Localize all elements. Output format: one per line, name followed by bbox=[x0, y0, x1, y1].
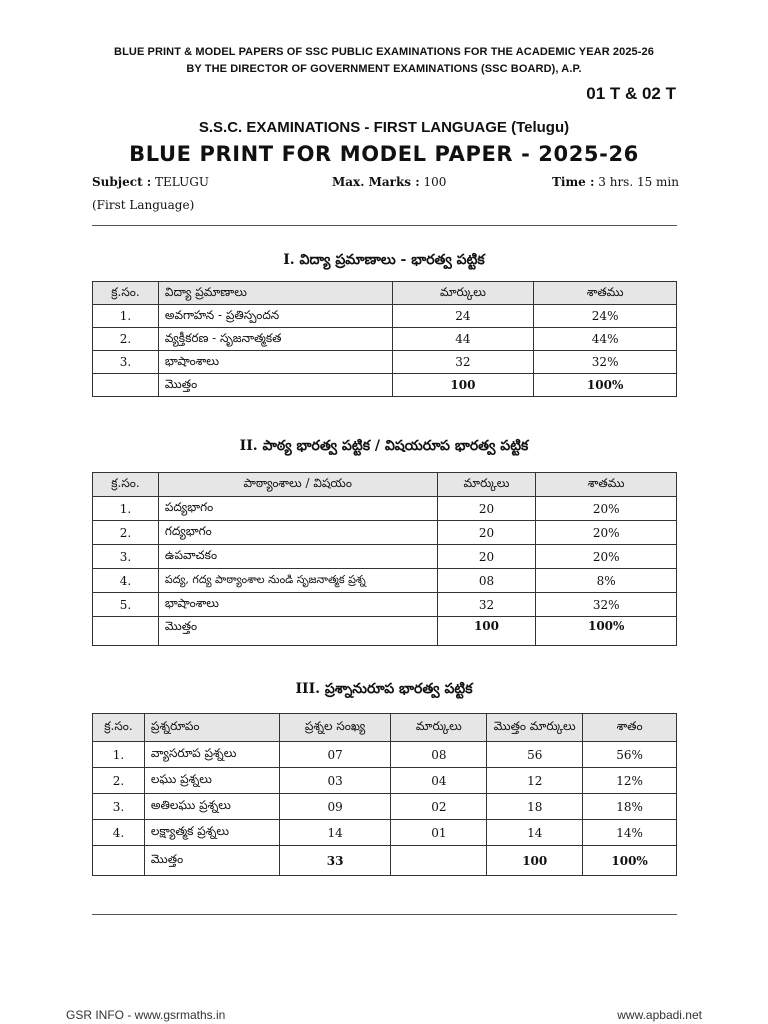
table-cell: గద్యభాగం bbox=[158, 521, 437, 545]
table-row bbox=[93, 497, 677, 521]
table-cell: 14 bbox=[279, 820, 391, 846]
total-percent: 100% bbox=[583, 846, 677, 876]
table-cell: ఉపవాచకం bbox=[158, 545, 437, 569]
max-marks-label: Max. Marks : bbox=[332, 175, 420, 189]
header-line-2: BY THE DIRECTOR OF GOVERNMENT EXAMINATIONS (SSC BOARD), A.P. bbox=[186, 63, 582, 75]
table-cell: 2. bbox=[93, 521, 159, 545]
max-marks-value: 100 bbox=[423, 175, 447, 189]
total-marks: 100 bbox=[437, 617, 536, 646]
time-label: Time : bbox=[552, 175, 595, 189]
table-cell: 4. bbox=[93, 820, 145, 846]
table-cell: లక్ష్యాత్మక ప్రశ్నలు bbox=[144, 820, 279, 846]
table-cell: 3. bbox=[93, 545, 159, 569]
table-cell: 08 bbox=[391, 742, 487, 768]
table-cell: 03 bbox=[279, 768, 391, 794]
table-cell: 3. bbox=[93, 351, 159, 374]
table-cell: 20 bbox=[437, 545, 536, 569]
max-marks-field bbox=[332, 175, 446, 189]
table-cell: 08 bbox=[437, 569, 536, 593]
column-header: శాతము bbox=[536, 473, 677, 497]
table-cell: 56 bbox=[487, 742, 583, 768]
table-cell: 01 bbox=[391, 820, 487, 846]
paper-code: 01 T & 02 T bbox=[586, 84, 676, 103]
table-total-row bbox=[93, 846, 677, 876]
table-cell: 02 bbox=[391, 794, 487, 820]
table-cell: 44 bbox=[392, 328, 534, 351]
column-header: మొత్తం మార్కులు bbox=[487, 714, 583, 742]
column-header: పాఠ్యాంశాలు / విషయం bbox=[158, 473, 437, 497]
table-cell: 3. bbox=[93, 794, 145, 820]
time-value: 3 hrs. 15 min bbox=[598, 175, 679, 189]
table-cell: వ్యాసరూప ప్రశ్నలు bbox=[144, 742, 279, 768]
table-header-row bbox=[93, 714, 677, 742]
table-cell: 1. bbox=[93, 497, 159, 521]
total-label: మొత్తం bbox=[158, 617, 437, 646]
column-header: ప్రశ్నల సంఖ్య bbox=[279, 714, 391, 742]
table-cell: 2. bbox=[93, 768, 145, 794]
total-label: మొత్తం bbox=[158, 374, 392, 397]
table-cell bbox=[93, 374, 159, 397]
time-field bbox=[552, 175, 679, 189]
table-cell: 04 bbox=[391, 768, 487, 794]
section-3-table bbox=[92, 713, 677, 876]
total-marks: 100 bbox=[487, 846, 583, 876]
section-1-table bbox=[92, 281, 677, 397]
top-divider bbox=[92, 225, 677, 226]
total-label: మొత్తం bbox=[144, 846, 279, 876]
table-row bbox=[93, 521, 677, 545]
table-cell: 44% bbox=[534, 328, 677, 351]
column-header: ప్రశ్నరూపం bbox=[144, 714, 279, 742]
table-cell: 07 bbox=[279, 742, 391, 768]
table-row bbox=[93, 820, 677, 846]
table-cell: 12% bbox=[583, 768, 677, 794]
section-1-title: I. విద్యా ప్రమాణాలు - భారత్వ పట్టిక bbox=[283, 252, 485, 268]
column-header: క్ర.సం. bbox=[93, 714, 145, 742]
section-2-table bbox=[92, 472, 677, 646]
table-row bbox=[93, 742, 677, 768]
table-cell: భాషాంశాలు bbox=[158, 593, 437, 617]
table-cell bbox=[391, 846, 487, 876]
table-row bbox=[93, 593, 677, 617]
table-cell: పద్య, గద్య పాఠ్యాంశాల నుండి సృజనాత్మక ప్రశ్న bbox=[158, 569, 437, 593]
page-title: BLUE PRINT FOR MODEL PAPER - 2025-26 bbox=[129, 142, 639, 166]
table-cell: 32 bbox=[437, 593, 536, 617]
table-cell: 24 bbox=[392, 305, 534, 328]
footer-left-link[interactable]: GSR INFO - www.gsrmaths.in bbox=[66, 1008, 226, 1022]
table-cell: 2. bbox=[93, 328, 159, 351]
table-cell: 1. bbox=[93, 742, 145, 768]
table-cell: 32% bbox=[534, 351, 677, 374]
section-2-title: II. పాఠ్య భారత్వ పట్టిక / విషయరూప భారత్వ పట్టిక bbox=[239, 438, 529, 454]
total-questions: 33 bbox=[279, 846, 391, 876]
subject-value: TELUGU bbox=[155, 175, 209, 189]
table-row bbox=[93, 569, 677, 593]
table-header-row bbox=[93, 473, 677, 497]
column-header: క్ర.సం. bbox=[93, 282, 159, 305]
table-cell: 12 bbox=[487, 768, 583, 794]
table-row bbox=[93, 545, 677, 569]
table-cell: వ్యక్తీకరణ - సృజనాత్మకత bbox=[158, 328, 392, 351]
table-cell: లఘు ప్రశ్నలు bbox=[144, 768, 279, 794]
language-note: (First Language) bbox=[92, 198, 195, 212]
column-header: శాతము bbox=[534, 282, 677, 305]
table-row bbox=[93, 351, 677, 374]
table-cell: అతిలఘు ప్రశ్నలు bbox=[144, 794, 279, 820]
table-cell: 20 bbox=[437, 521, 536, 545]
section-3-title: III. ప్రశ్నానురూప భారత్వ పట్టిక bbox=[295, 681, 473, 697]
bottom-divider bbox=[92, 914, 677, 915]
table-cell: 1. bbox=[93, 305, 159, 328]
table-row bbox=[93, 794, 677, 820]
column-header: క్ర.సం. bbox=[93, 473, 159, 497]
table-cell: 14 bbox=[487, 820, 583, 846]
footer-right-link[interactable]: www.apbadi.net bbox=[617, 1008, 702, 1022]
exam-title: S.S.C. EXAMINATIONS - FIRST LANGUAGE (Telugu) bbox=[198, 119, 570, 136]
table-cell bbox=[93, 617, 159, 646]
table-cell: 24% bbox=[534, 305, 677, 328]
total-percent: 100% bbox=[536, 617, 677, 646]
table-cell bbox=[93, 846, 145, 876]
table-cell: పద్యభాగం bbox=[158, 497, 437, 521]
table-total-row bbox=[93, 617, 677, 646]
column-header: మార్కులు bbox=[392, 282, 534, 305]
table-cell: 56% bbox=[583, 742, 677, 768]
column-header: మార్కులు bbox=[437, 473, 536, 497]
column-header: మార్కులు bbox=[391, 714, 487, 742]
total-percent: 100% bbox=[534, 374, 677, 397]
column-header: విద్యా ప్రమాణాలు bbox=[158, 282, 392, 305]
column-header: శాతం bbox=[583, 714, 677, 742]
table-cell: 20% bbox=[536, 521, 677, 545]
table-row bbox=[93, 305, 677, 328]
table-cell: 20% bbox=[536, 497, 677, 521]
table-cell: 20% bbox=[536, 545, 677, 569]
subject-field bbox=[92, 175, 209, 189]
table-cell: భాషాంశాలు bbox=[158, 351, 392, 374]
subject-label: Subject : bbox=[92, 175, 152, 189]
table-cell: 32% bbox=[536, 593, 677, 617]
table-row bbox=[93, 328, 677, 351]
table-cell: 8% bbox=[536, 569, 677, 593]
table-cell: 32 bbox=[392, 351, 534, 374]
table-cell: 20 bbox=[437, 497, 536, 521]
table-cell: 18% bbox=[583, 794, 677, 820]
total-marks: 100 bbox=[392, 374, 534, 397]
table-cell: అవగాహన - ప్రతిస్పందన bbox=[158, 305, 392, 328]
table-cell: 5. bbox=[93, 593, 159, 617]
header-line-1: BLUE PRINT & MODEL PAPERS OF SSC PUBLIC EXAMINATIONS FOR THE ACADEMIC YEAR 2025-26 bbox=[114, 46, 654, 58]
table-total-row bbox=[93, 374, 677, 397]
table-cell: 18 bbox=[487, 794, 583, 820]
table-row bbox=[93, 768, 677, 794]
table-cell: 4. bbox=[93, 569, 159, 593]
table-cell: 09 bbox=[279, 794, 391, 820]
table-header-row bbox=[93, 282, 677, 305]
table-cell: 14% bbox=[583, 820, 677, 846]
